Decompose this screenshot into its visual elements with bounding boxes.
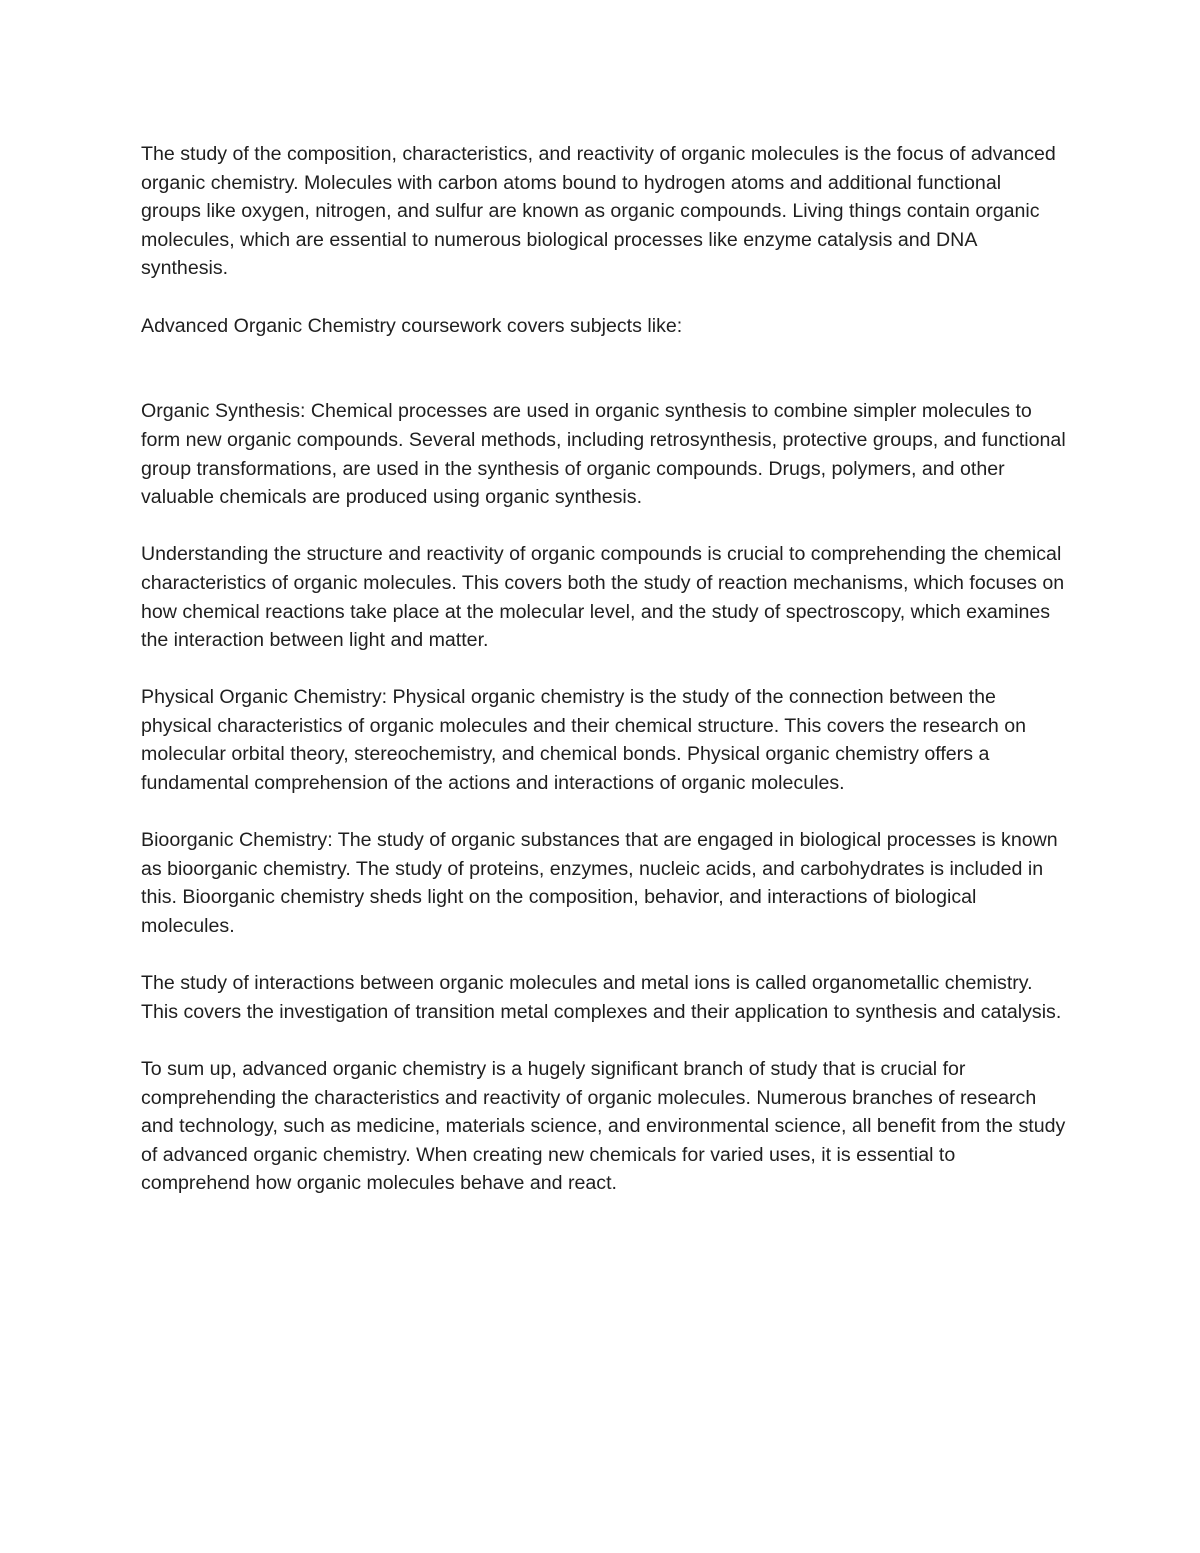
paragraph-subjects-lead: Advanced Organic Chemistry coursework covers subjects like:: [141, 314, 683, 337]
paragraph-organic-synthesis: Organic Synthesis: Chemical processes are used in organic synthesis to combine simpler molecules to form new organic compounds. Several methods, including retrosynthesis, protective groups, and functional group transformations, are used in the synthesis of organic compounds. Drugs, polymers, and other valuable chemicals are produced using organic synthesis.: [141, 400, 1066, 509]
paragraph-intro: The study of the composition, characteristics, and reactivity of organic molecules is the focus of advanced organic chemistry. Molecules with carbon atoms bound to hydrogen atoms and additional functional groups like oxygen, nitrogen, and sulfur are known as organic compounds. Living things contain organic molecules, which are essential to numerous biological processes like enzyme catalysis and DNA synthesis.: [141, 143, 1056, 280]
paragraph-conclusion: To sum up, advanced organic chemistry is a hugely significant branch of study that is crucial for comprehending the characteristics and reactivity of organic molecules. Numerous branches of research and technology, such as medicine, materials science, and environmental science, all benefit from the study of advanced organic chemistry. When creating new chemicals for varied uses, it is essential to comprehend how organic molecules behave and react.: [141, 1058, 1066, 1195]
document-body: [141, 140, 1066, 1227]
paragraph-bioorganic-chemistry: Bioorganic Chemistry: The study of organic substances that are engaged in biological processes is known as bioorganic chemistry. The study of proteins, enzymes, nucleic acids, and carbohydrates is included in this. Bioorganic chemistry sheds light on the composition, behavior, and interactions of biological molecules.: [141, 829, 1058, 938]
paragraph-structure-reactivity: Understanding the structure and reactivity of organic compounds is crucial to comprehending the chemical characteristics of organic molecules. This covers both the study of reaction mechanisms, which focuses on how chemical reactions take place at the molecular level, and the study of spectroscopy, which examines the interaction between light and matter.: [141, 543, 1065, 652]
paragraph-organometallic-chemistry: The study of interactions between organic molecules and metal ions is called organometallic chemistry. This covers the investigation of transition metal complexes and their application to synthesis and catalysis.: [141, 972, 1062, 1023]
paragraph-physical-organic-chemistry: Physical Organic Chemistry: Physical organic chemistry is the study of the connection between the physical characteristics of organic molecules and their chemical structure. This covers the research on molecular orbital theory, stereochemistry, and chemical bonds. Physical organic chemistry offers a fundamental comprehension of the actions and interactions of organic molecules.: [141, 686, 1027, 795]
